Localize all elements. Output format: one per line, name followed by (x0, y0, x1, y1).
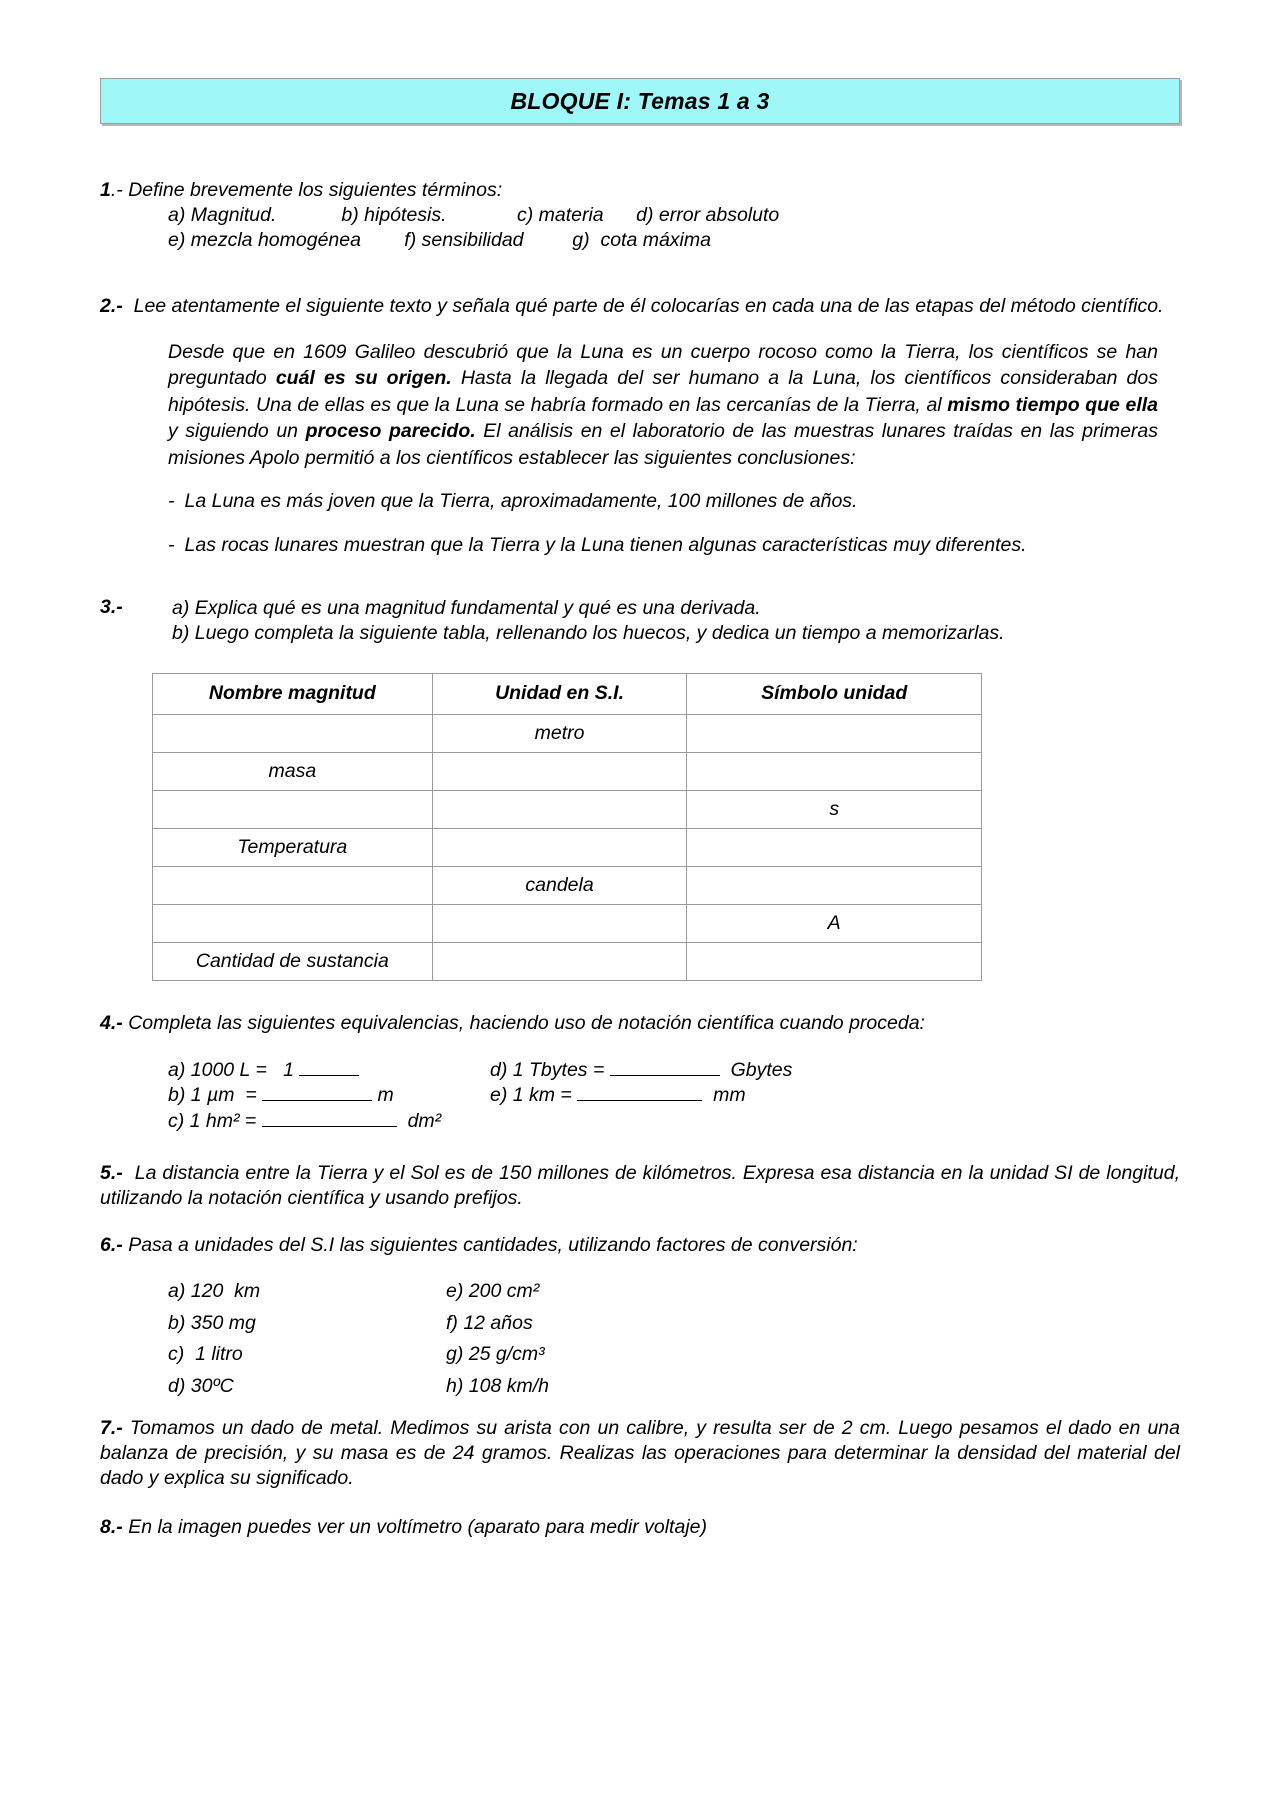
question-6-item-e: e) 200 cm² (446, 1280, 540, 1303)
table-cell-symbol[interactable] (687, 752, 982, 790)
table-row (153, 790, 982, 828)
question-4-number: 4.- (100, 1011, 123, 1034)
item-b-prefix: b) 1 µm = (168, 1084, 263, 1107)
question-5-number: 5.- (100, 1162, 123, 1185)
table-row (153, 942, 982, 980)
bullet-text: La Luna es más joven que la Tierra, aproximadamente, 100 millones de años. (184, 490, 858, 513)
question-5-text: La distancia entre la Tierra y el Sol es de 150 millones de kilómetros. Expresa esa distancia en la unidad SI de longitud, utilizando la notación científica y usando prefijos. (100, 1162, 1180, 1210)
table-cell-symbol[interactable] (687, 714, 982, 752)
question-6-item-a: a) 120 km (168, 1280, 261, 1303)
question-6-row (168, 1308, 1180, 1340)
table-row (153, 828, 982, 866)
table-cell-symbol[interactable] (687, 828, 982, 866)
item-d-prefix: d) 1 Tbytes = (490, 1058, 610, 1081)
table-cell-magnitude[interactable] (153, 714, 433, 752)
answer-blank[interactable] (262, 1085, 372, 1101)
table-cell-symbol[interactable] (687, 866, 982, 904)
question-6-item-b: b) 350 mg (168, 1311, 256, 1334)
question-6-row (168, 1339, 1180, 1371)
answer-blank[interactable] (577, 1085, 702, 1101)
question-2-lead (100, 294, 1180, 319)
item-c-prefix: c) 1 hm² = (168, 1110, 262, 1133)
table-cell-magnitude[interactable]: masa (153, 752, 433, 790)
question-4-lead-text: Completa las siguientes equivalencias, haciendo uso de notación científica cuando proceda: (128, 1011, 925, 1034)
table-cell-unit[interactable]: candela (432, 866, 687, 904)
question-2 (100, 294, 1180, 558)
table-cell-magnitude[interactable]: Cantidad de sustancia (153, 942, 433, 980)
question-6-row (168, 1371, 1180, 1403)
table-cell-magnitude[interactable] (153, 904, 433, 942)
table-header-cell: Nombre magnitud (153, 673, 433, 714)
question-3-body (172, 596, 1180, 647)
question-4-lead (100, 1011, 1180, 1036)
question-7-number: 7.- (100, 1417, 123, 1440)
table-cell-unit[interactable]: metro (432, 714, 687, 752)
question-8 (100, 1515, 1180, 1540)
answer-blank[interactable] (299, 1060, 359, 1076)
question-1-lead (100, 178, 1180, 203)
table-cell-unit[interactable] (432, 790, 687, 828)
bullet-text: Las rocas lunares muestran que la Tierra y la Luna tienen algunas características muy diferentes. (184, 533, 1027, 556)
section-banner (100, 78, 1180, 124)
item-d-suffix: Gbytes (719, 1058, 793, 1081)
bullet-dash: - (168, 490, 175, 513)
item-e-prefix: e) 1 km = (490, 1084, 578, 1107)
question-6 (100, 1233, 1180, 1402)
passage-bold-2: mismo tiempo que ella (947, 393, 1158, 416)
question-3-part-b: b) Luego completa la siguiente tabla, rellenando los huecos, y dedica un tiempo a memorizarlas. (172, 622, 1005, 645)
table-cell-symbol[interactable] (687, 942, 982, 980)
question-6-item-d: d) 30ºC (168, 1374, 234, 1397)
question-6-number: 6.- (100, 1234, 123, 1257)
table-cell-symbol[interactable]: A (687, 904, 982, 942)
question-2-bullet (168, 533, 1150, 558)
question-4-item-a (168, 1058, 490, 1084)
question-5-text-wrap (100, 1161, 1180, 1211)
question-2-lead-text: Lee atentamente el siguiente texto y señala qué parte de él colocarías en cada una de las etapas del método científico. (133, 294, 1164, 317)
question-3-part-a: a) Explica qué es una magnitud fundamental y qué es una derivada. (172, 596, 761, 619)
question-5 (100, 1161, 1180, 1211)
question-6-item-g: g) 25 g/cm³ (446, 1343, 545, 1366)
question-1-line-a: a) Magnitud. b) hipótesis. c) materia d) error absoluto (168, 203, 780, 226)
table-header-row (153, 673, 982, 714)
bullet-dash: - (168, 533, 175, 556)
question-6-item-h: h) 108 km/h (446, 1374, 549, 1397)
table-cell-magnitude[interactable] (153, 866, 433, 904)
answer-blank[interactable] (610, 1060, 720, 1076)
passage-part-2: Hasta la llegada del ser humano a la Luna, los científicos consideraban dos hipótesis. Una de ellas es que la Luna se habría formado en las cercanías de la Tierra, al (168, 367, 1158, 416)
question-1-line-b: e) mezcla homogénea f) sensibilidad g) cota máxima (168, 229, 711, 252)
question-6-lead (100, 1233, 1180, 1258)
question-4-item-c (168, 1109, 490, 1135)
passage-part-1: Desde que en 1609 Galileo descubrió que la Luna es un cuerpo rocoso como la Tierra, los científicos se han preguntado (168, 340, 1158, 390)
table-cell-unit[interactable] (432, 828, 687, 866)
question-1 (100, 178, 1180, 254)
question-2-passage (168, 339, 1158, 472)
item-b-suffix: m (372, 1084, 394, 1107)
table-header-cell: Unidad en S.I. (432, 673, 687, 714)
table-cell-symbol[interactable]: s (687, 790, 982, 828)
question-2-number: 2.- (100, 294, 123, 317)
item-c-suffix: dm² (396, 1110, 442, 1133)
question-3-number: 3.- (100, 595, 123, 618)
question-4 (100, 1011, 1180, 1136)
question-8-text: En la imagen puedes ver un voltímetro (aparato para medir voltaje) (128, 1516, 707, 1539)
table-cell-unit[interactable] (432, 752, 687, 790)
table-row (153, 714, 982, 752)
si-units-table (152, 673, 982, 981)
question-4-row (168, 1083, 1180, 1109)
item-a-prefix: a) 1000 L = 1 (168, 1058, 300, 1081)
question-4-row (168, 1109, 1180, 1135)
question-4-items (168, 1058, 1180, 1136)
passage-part-3: y siguiendo un (168, 420, 306, 443)
question-6-item-c: c) 1 litro (168, 1343, 243, 1366)
question-1-number: 1 (100, 179, 111, 201)
question-7-text: Tomamos un dado de metal. Medimos su arista con un calibre, y resulta ser de 2 cm. Luego pesamos el dado en una balanza de precisión, y su masa es de 24 gramos. Realizas las operaciones para determinar la densidad del material del dado y explica su significado. (100, 1417, 1181, 1490)
banner-title: BLOQUE I: Temas 1 a 3 (510, 87, 770, 114)
table-cell-unit[interactable] (432, 942, 687, 980)
question-2-bullet (168, 489, 1150, 514)
question-4-item-b (168, 1083, 490, 1109)
table-row (153, 866, 982, 904)
question-6-item-f: f) 12 años (446, 1311, 533, 1334)
passage-bold-3: proceso parecido. (305, 420, 476, 443)
passage-bold-1: cuál es su origen. (275, 367, 452, 390)
question-6-row (168, 1276, 1180, 1308)
question-1-lead-text: .- Define brevemente los siguientes términos: (110, 179, 503, 201)
question-7 (100, 1416, 1180, 1491)
table-cell-magnitude[interactable] (153, 790, 433, 828)
table-cell-unit[interactable] (432, 904, 687, 942)
question-3 (100, 596, 1180, 647)
question-8-text-wrap (100, 1515, 1180, 1540)
item-e-suffix: mm (702, 1084, 746, 1107)
table-row (153, 904, 982, 942)
question-6-lead-text: Pasa a unidades del S.I las siguientes cantidades, utilizando factores de conversión: (128, 1234, 858, 1257)
answer-blank[interactable] (262, 1111, 397, 1127)
passage-part-4: El análisis en el laboratorio de las muestras lunares traídas en las primeras misiones Apolo permitió a los científicos establecer las siguientes conclusiones: (168, 420, 1159, 469)
question-6-items (168, 1276, 1180, 1402)
question-4-item-e (490, 1083, 746, 1109)
question-4-row (168, 1058, 1180, 1084)
question-8-number: 8.- (100, 1516, 123, 1539)
table-row (153, 752, 982, 790)
question-4-item-d (490, 1058, 792, 1084)
table-cell-magnitude[interactable]: Temperatura (153, 828, 433, 866)
question-7-text-wrap (100, 1416, 1180, 1491)
table-header-cell: Símbolo unidad (687, 673, 982, 714)
